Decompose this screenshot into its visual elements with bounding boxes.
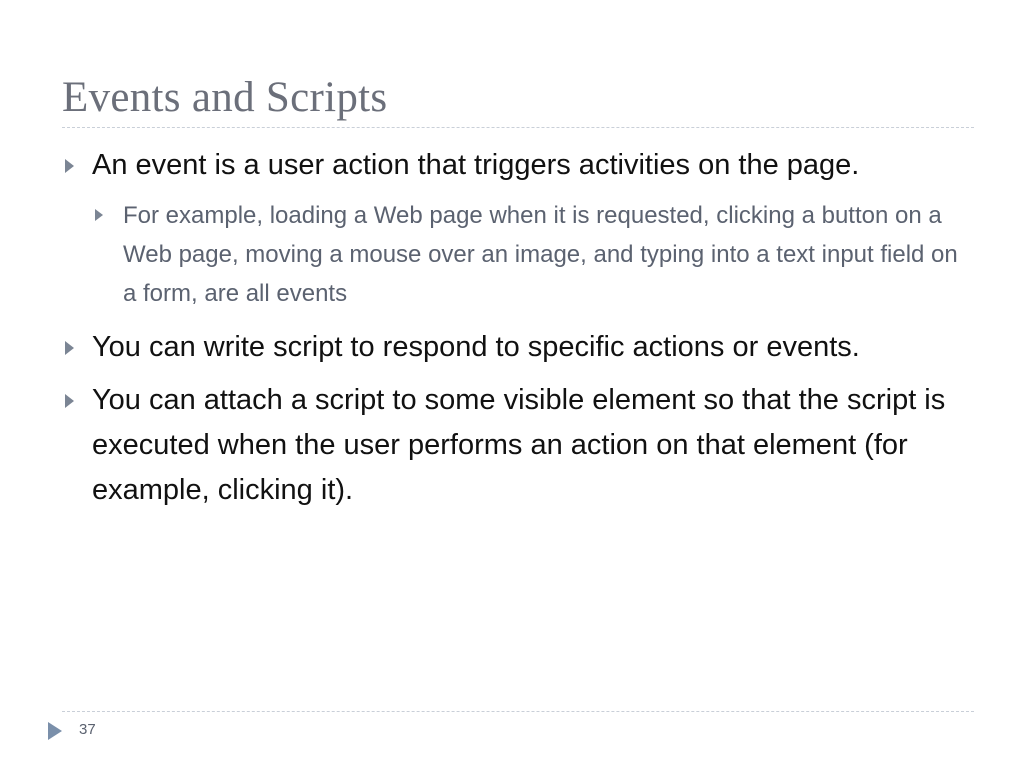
footer-triangle-right-icon [48,722,62,740]
slide-title: Events and Scripts [62,74,388,121]
bullet-text: You can write script to respond to specific actions or events. [92,331,860,363]
bullet-item [62,325,962,370]
bullet-text: An event is a user action that triggers activities on the page. [92,149,860,181]
bullet-item [62,378,962,513]
triangle-right-icon [65,394,74,408]
slide-content [62,143,962,521]
bullet-text: You can attach a script to some visible element so that the script is executed when the user performs an action on that element (for example, clicking it). [92,384,946,506]
triangle-right-icon [95,209,103,221]
triangle-right-icon [65,341,74,355]
sub-bullet-item [92,196,962,313]
footer-divider [62,711,974,712]
page-number: 37 [79,721,96,738]
sub-bullet-text: For example, loading a Web page when it is requested, clicking a button on a Web page, moving a mouse over an image, and typing into a text input field on a form, are all events [123,202,958,307]
triangle-right-icon [65,159,74,173]
title-divider [62,127,974,128]
bullet-item [62,143,962,188]
